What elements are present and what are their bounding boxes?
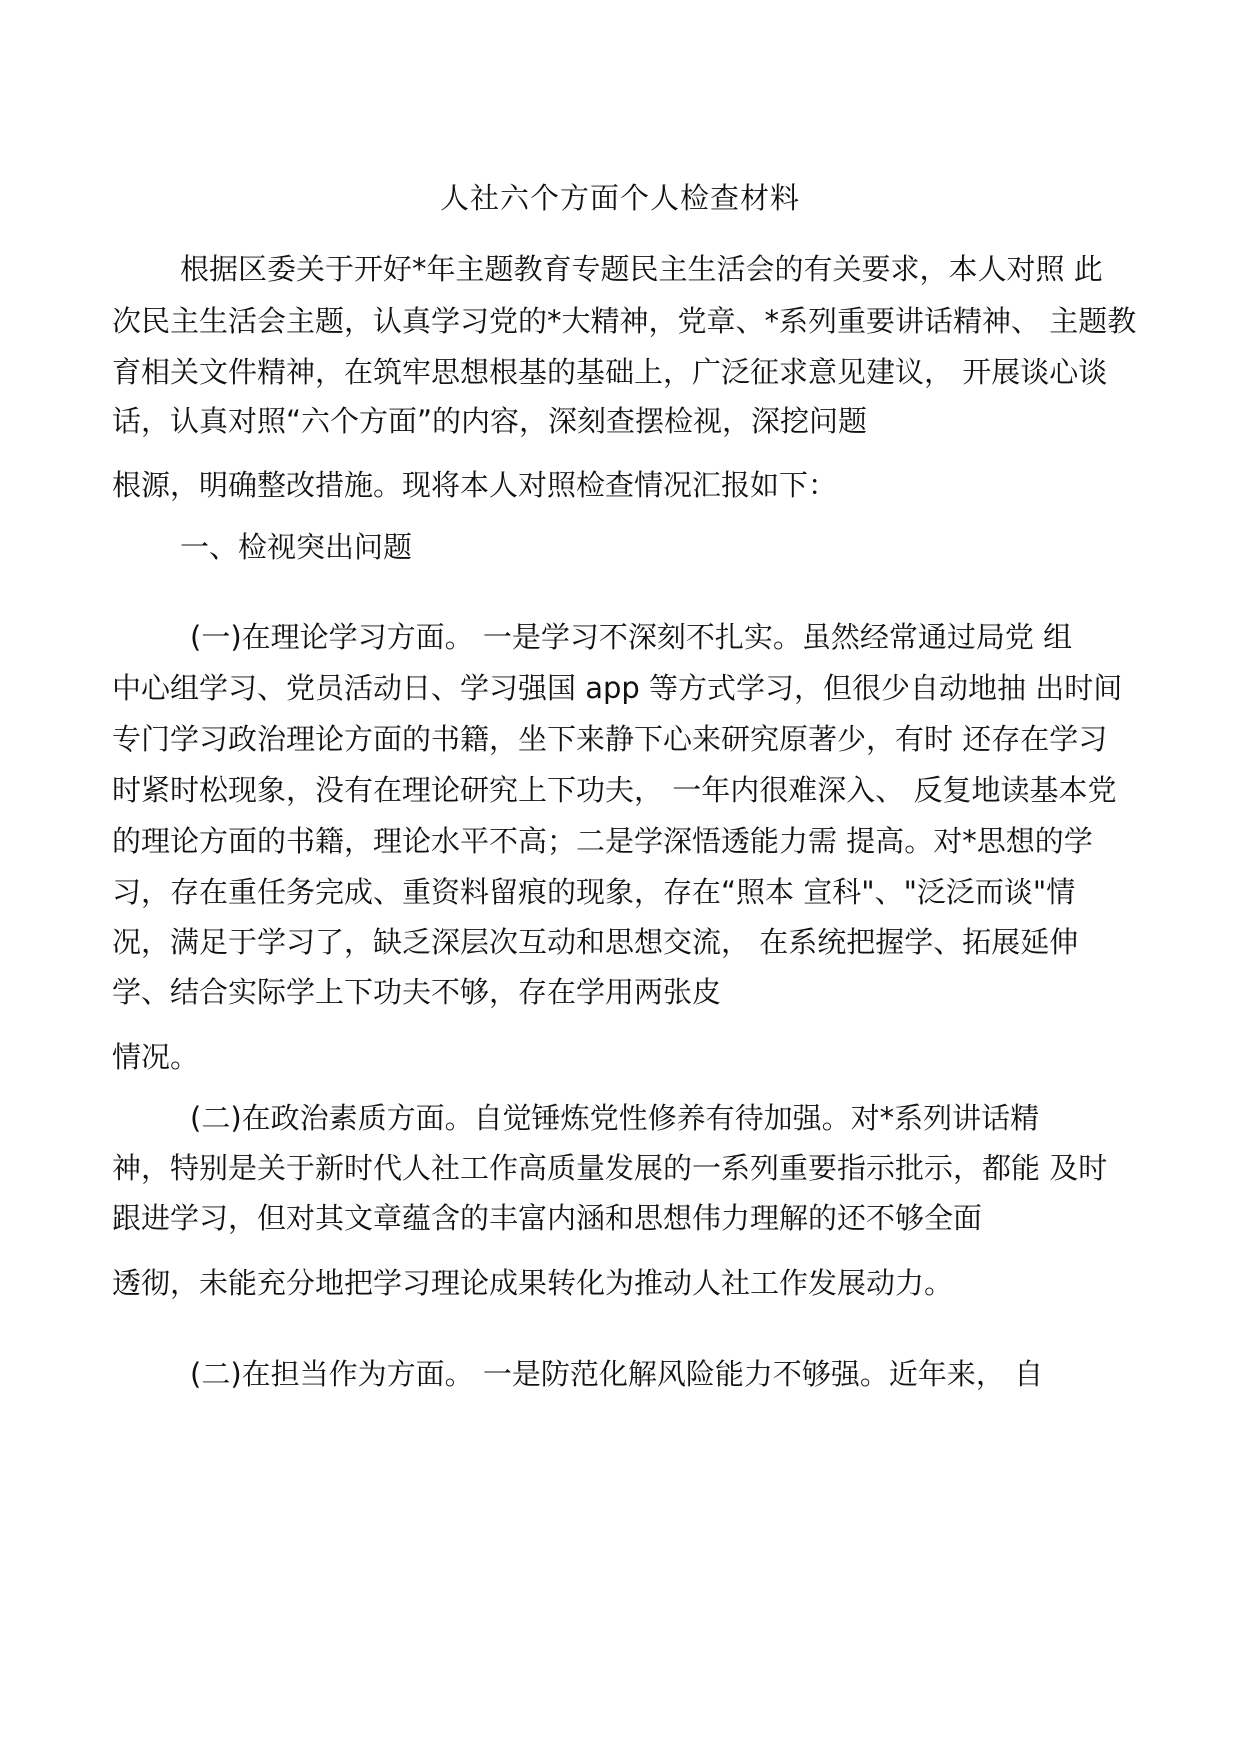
paragraph-line: 时紧时松现象，没有在理论研究上下功夫， 一年内很难深入、 反复地读基本党 bbox=[112, 773, 1117, 807]
paragraph-line: 次民主生活会主题，认真学习党的*大精神，党章、*系列重要讲话精神、 主题教 bbox=[112, 304, 1137, 338]
paragraph-line: 根源，明确整改措施。现将本人对照检查情况汇报如下： bbox=[112, 468, 838, 502]
paragraph-line: 育相关文件精神，在筑牢思想根基的基础上，广泛征求意见建议， 开展谈心谈 bbox=[112, 355, 1108, 389]
paragraph-line: 的理论方面的书籍，理论水平不高；二是学深悟透能力需 提高。对*思想的学 bbox=[112, 824, 1093, 858]
paragraph-line: 神，特别是关于新时代人社工作高质量发展的一系列重要指示批示，都能 及时 bbox=[112, 1151, 1108, 1185]
paragraph-line: (二)在政治素质方面。自觉锤炼党性修养有待加强。对*系列讲话精 bbox=[190, 1101, 1040, 1135]
paragraph-line: 根据区委关于开好*年主题教育专题民主生活会的有关要求，本人对照 此 bbox=[180, 252, 1103, 286]
paragraph-line: 习，存在重任务完成、重资料留痕的现象，存在“照本 宣科"、"泛泛而谈"情 bbox=[112, 875, 1076, 909]
paragraph-line: 透彻，未能充分地把学习理论成果转化为推动人社工作发展动力。 bbox=[112, 1266, 954, 1300]
paragraph-line: (二)在担当作为方面。 一是防范化解风险能力不够强。近年来， 自 bbox=[190, 1357, 1044, 1391]
paragraph-line: 跟进学习，但对其文章蕴含的丰富内涵和思想伟力理解的还不够全面 bbox=[112, 1201, 983, 1235]
document-title: 人社六个方面个人检查材料 bbox=[439, 181, 800, 215]
paragraph-line: 况，满足于学习了，缺乏深层次互动和思想交流， 在系统把握学、拓展延伸 bbox=[112, 925, 1079, 959]
paragraph-line: 话，认真对照“六个方面”的内容，深刻查摆检视，深挖问题 bbox=[112, 404, 868, 438]
paragraph-line: 学、结合实际学上下功夫不够，存在学用两张皮 bbox=[112, 975, 722, 1009]
section-heading: 一、检视突出问题 bbox=[180, 530, 413, 564]
paragraph-line: 情况。 bbox=[112, 1040, 200, 1074]
paragraph-line: 中心组学习、党员活动日、学习强国 app 等方式学习，但很少自动地抽 出时间 bbox=[112, 671, 1123, 705]
paragraph-line: 专门学习政治理论方面的书籍，坐下来静下心来研究原著少，有时 还存在学习 bbox=[112, 722, 1108, 756]
paragraph-line: (一)在理论学习方面。 一是学习不深刻不扎实。虽然经常通过局党 组 bbox=[190, 620, 1073, 654]
